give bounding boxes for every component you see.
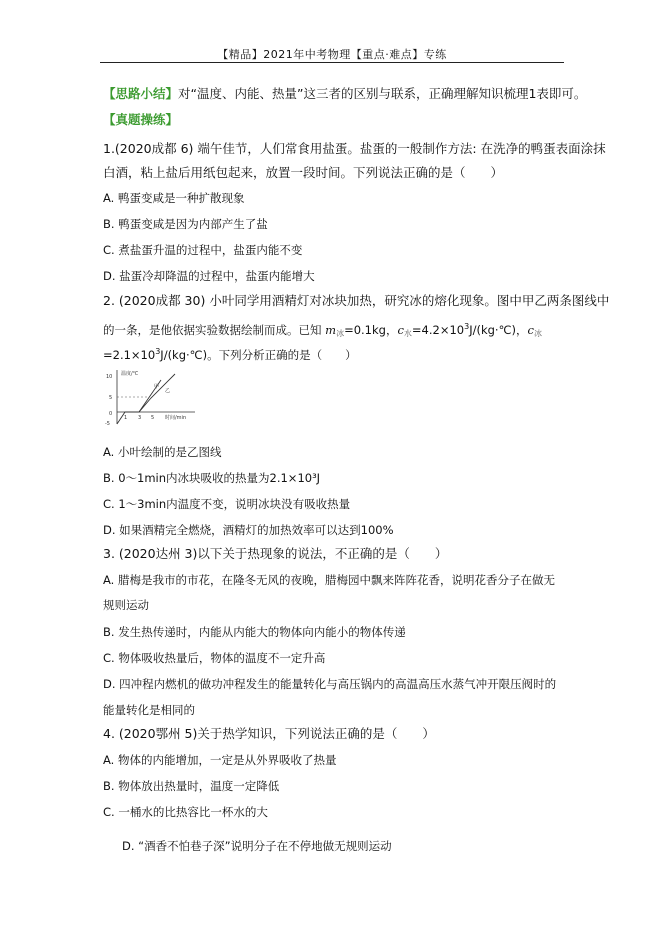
q3-option-c: C. 物体吸收热量后，物体的温度不一定升高 <box>103 651 326 665</box>
q1-option-c: C. 煮盐蛋升温的过程中，盐蛋内能不变 <box>103 243 303 257</box>
q2-m-subscript: 冰 <box>336 329 345 338</box>
summary-tag: 【思路小结】 <box>103 86 179 101</box>
q2-m-value: =0.1kg， <box>344 323 398 337</box>
graph-label-jia: 甲 <box>154 384 160 390</box>
graph-y-label: 温度/℃ <box>121 371 139 377</box>
q2-stem-1: 2. (2020成都 30) 小叶同学用酒精灯对冰块加热，研究冰的熔化现象。图中甲乙两条图线中 <box>103 293 610 308</box>
q4-stem: 4. (2020鄂州 5)关于热学知识，下列说法正确的是（ ） <box>103 726 435 741</box>
q2-c1-symbol: c <box>397 323 404 337</box>
q4-option-b: B. 物体放出热量时，温度一定降低 <box>103 779 280 793</box>
q2-c1-value: =4.2×10 <box>411 323 465 337</box>
q1-option-d: D. 盐蛋冷却降温的过程中，盐蛋内能增大 <box>103 269 315 283</box>
q2-stem-3-exponent: 3 <box>155 347 161 356</box>
summary-line <box>103 85 586 103</box>
q4-option-d: D. “酒香不怕巷子深”说明分子在不停地做无规则运动 <box>122 839 392 853</box>
q3-option-d-2: 能量转化是相同的 <box>103 703 195 717</box>
q2-stem-3 <box>103 343 357 364</box>
graph-y-tick-minus5: -5 <box>105 421 110 426</box>
q4-option-c: C. 一桶水的比热容比一杯水的大 <box>103 805 268 819</box>
q3-option-a-2: 规则运动 <box>103 598 149 612</box>
graph-label-yi: 乙 <box>165 388 171 394</box>
summary-text: 对“温度、内能、热量”这三者的区别与联系，正确理解知识梳理1表即可。 <box>178 86 587 101</box>
graph-x-label: 时间/min <box>165 415 187 421</box>
graph-x-tick-3: 3 <box>138 415 142 421</box>
q4-option-a: A. 物体的内能增加，一定是从外界吸收了热量 <box>103 753 337 767</box>
q2-stem-2a: 的一条，是他依据实验数据绘制而成。已知 <box>103 323 326 337</box>
q2-option-b: B. 0～1min内冰块吸收的热量为2.1×10³J <box>103 471 321 485</box>
practice-tag: 【真题操练】 <box>103 112 179 127</box>
q1-stem-2: 白酒，粘上盐后用纸包起来，放置一段时间。下列说法正确的是（ ） <box>103 165 504 180</box>
q2-c1-exponent: 3 <box>464 322 470 331</box>
q2-option-d: D. 如果酒精完全燃烧，酒精灯的加热效率可以达到100% <box>103 523 394 537</box>
q3-stem: 3. (2020达州 3)以下关于热现象的说法，不正确的是（ ） <box>103 546 448 561</box>
q2-c2-symbol: c <box>527 323 534 337</box>
graph-y-tick-0: 0 <box>109 411 113 417</box>
q2-c1-unit: J/(kg·℃)， <box>469 323 528 337</box>
graph-x-tick-1: 1 <box>124 415 128 421</box>
page-header: 【精品】2021年中考物理【重点·难点】专练 <box>217 48 447 61</box>
temperature-time-graph <box>103 368 198 426</box>
q1-stem-1: 1.(2020成都 6) 端午佳节，人们常食用盐蛋。盐蛋的一般制作方法: 在洗净的鸭蛋表面涂抹 <box>103 141 606 156</box>
q1-option-a: A. 鸭蛋变咸是一种扩散现象 <box>103 191 245 205</box>
q2-option-a: A. 小叶绘制的是乙图线 <box>103 445 222 459</box>
q2-c1-subscript: 水 <box>403 329 412 338</box>
q2-m-symbol: m <box>325 323 337 337</box>
graph-x-tick-5: 5 <box>151 415 155 421</box>
graph-y-tick-10: 10 <box>106 374 113 380</box>
q3-option-d-1: D. 四冲程内燃机的做功冲程发生的能量转化与高压锅内的高温高压水蒸气冲开限压阀时的 <box>103 677 557 691</box>
q3-option-a-1: A. 腊梅是我市的市花，在隆冬无风的夜晚，腊梅园中飘来阵阵花香，说明花香分子在做无 <box>103 573 555 587</box>
q1-option-b: B. 鸭蛋变咸是因为内部产生了盐 <box>103 217 268 231</box>
q3-option-b: B. 发生热传递时，内能从内能大的物体向内能小的物体传递 <box>103 625 406 639</box>
header-rule <box>100 62 564 63</box>
q2-c2-subscript: 冰 <box>533 329 542 338</box>
q2-option-c: C. 1～3min内温度不变，说明冰块没有吸收热量 <box>103 497 351 511</box>
q2-stem-3a: =2.1×10 <box>103 348 156 362</box>
graph-y-tick-5: 5 <box>109 395 113 401</box>
q2-stem-2 <box>103 318 542 343</box>
q2-stem-3b: J/(kg·℃)。下列分析正确的是（ ） <box>160 348 357 362</box>
